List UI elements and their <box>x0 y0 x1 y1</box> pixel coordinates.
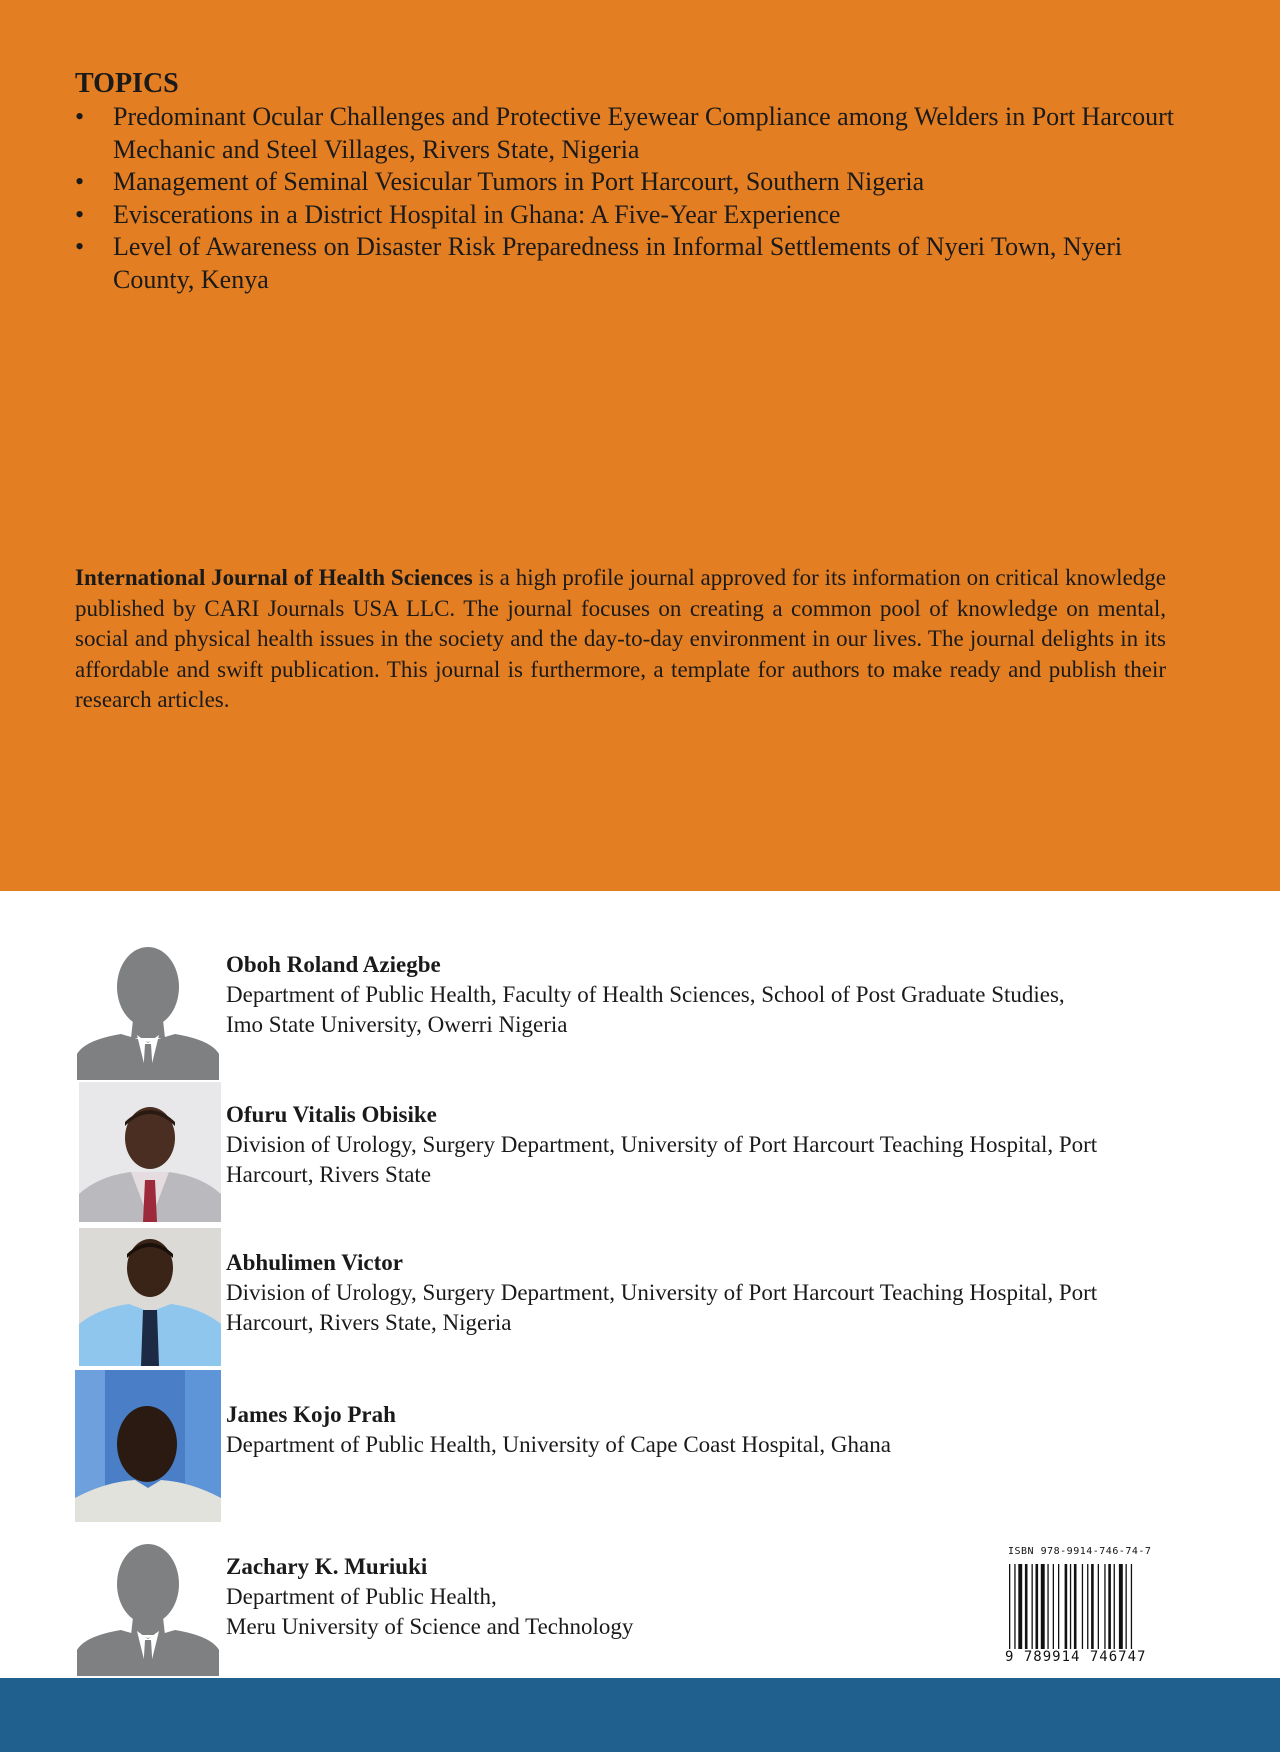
person-silhouette-icon <box>77 1540 219 1676</box>
topic-text: Predominant Ocular Challenges and Protective Eyewear Compliance among Welders in Port Harcourt Mechanic and Steel Villages, Rivers State, Nigeria <box>113 102 1174 164</box>
journal-description <box>75 563 1166 716</box>
author-name: Oboh Roland Aziegbe <box>226 952 441 977</box>
author-text <box>226 1400 1186 1460</box>
author-name: James Kojo Prah <box>226 1402 396 1427</box>
author-photo <box>79 1228 221 1366</box>
isbn-label: ISBN 978-9914-746-74-7 <box>1008 1546 1152 1557</box>
barcode-icon <box>1005 1564 1157 1650</box>
bullet-icon: • <box>75 232 85 261</box>
author-block <box>0 1370 1280 1522</box>
author-name: Zachary K. Muriuki <box>226 1554 428 1579</box>
portrait-photo-icon <box>79 1228 221 1366</box>
author-affiliation-line: Department of Public Health, University of Cape Coast Hospital, Ghana <box>226 1432 891 1457</box>
topics-heading: TOPICS <box>75 68 179 99</box>
author-block <box>0 936 1280 1080</box>
author-photo-placeholder <box>77 942 219 1080</box>
author-affiliation-line: Department of Public Health, <box>226 1584 497 1609</box>
bullet-icon: • <box>75 102 85 131</box>
topic-text: Level of Awareness on Disaster Risk Preparedness in Informal Settlements of Nyeri Town, Nyeri County, Kenya <box>113 232 1123 294</box>
portrait-photo-icon <box>75 1370 221 1522</box>
topics-list <box>75 101 1185 296</box>
author-affiliation-line: Division of Urology, Surgery Department, University of Port Harcourt Teaching Hospital, Port <box>226 1280 1098 1305</box>
topic-item <box>75 101 1185 166</box>
author-text <box>226 950 1186 1040</box>
author-block <box>0 1228 1280 1366</box>
person-silhouette-icon <box>77 942 219 1080</box>
journal-description-text: is a high profile journal approved for its information on critical knowledge published by CARI Journals USA LLC. The journal focuses on creating a common pool of knowledge on mental, social and physical health issues in the society and the day-to-day environment in our lives. The journal delights in its affordable and swift publication. This journal is furthermore, a template for authors to make ready and publish their research articles. <box>75 565 1166 712</box>
author-affiliation-line: Department of Public Health, Faculty of Health Sciences, School of Post Graduate Studies, <box>226 982 1065 1007</box>
author-affiliation-line: Imo State University, Owerri Nigeria <box>226 1012 568 1037</box>
author-name: Abhulimen Victor <box>226 1250 403 1275</box>
author-photo-placeholder <box>77 1540 219 1676</box>
topic-item <box>75 199 1185 232</box>
topic-text: Eviscerations in a District Hospital in Ghana: A Five-Year Experience <box>113 199 841 229</box>
author-affiliation-line: Harcourt, Rivers State <box>226 1162 432 1187</box>
author-name: Ofuru Vitalis Obisike <box>226 1102 437 1127</box>
portrait-photo-icon <box>79 1082 221 1222</box>
topic-text: Management of Seminal Vesicular Tumors in Port Harcourt, Southern Nigeria <box>113 167 925 196</box>
author-block <box>0 1082 1280 1222</box>
author-affiliation-line: Harcourt, Rivers State, Nigeria <box>226 1310 512 1335</box>
isbn-barcode <box>1005 1546 1160 1674</box>
journal-name: International Journal of Health Sciences <box>75 565 473 590</box>
author-affiliation-line: Division of Urology, Surgery Department, University of Port Harcourt Teaching Hospital, Port <box>226 1132 1098 1157</box>
isbn-number: 9 789914 746747 <box>1005 1649 1147 1665</box>
topic-item <box>75 166 1185 199</box>
author-affiliation-line: Meru University of Science and Technology <box>226 1614 634 1639</box>
author-photo <box>75 1370 221 1522</box>
bullet-icon: • <box>75 199 85 229</box>
footer-bar <box>0 1678 1280 1752</box>
author-text <box>226 1100 1186 1190</box>
bullet-icon: • <box>75 167 85 196</box>
topic-item <box>75 231 1185 296</box>
author-photo <box>79 1082 221 1222</box>
author-text <box>226 1248 1186 1338</box>
